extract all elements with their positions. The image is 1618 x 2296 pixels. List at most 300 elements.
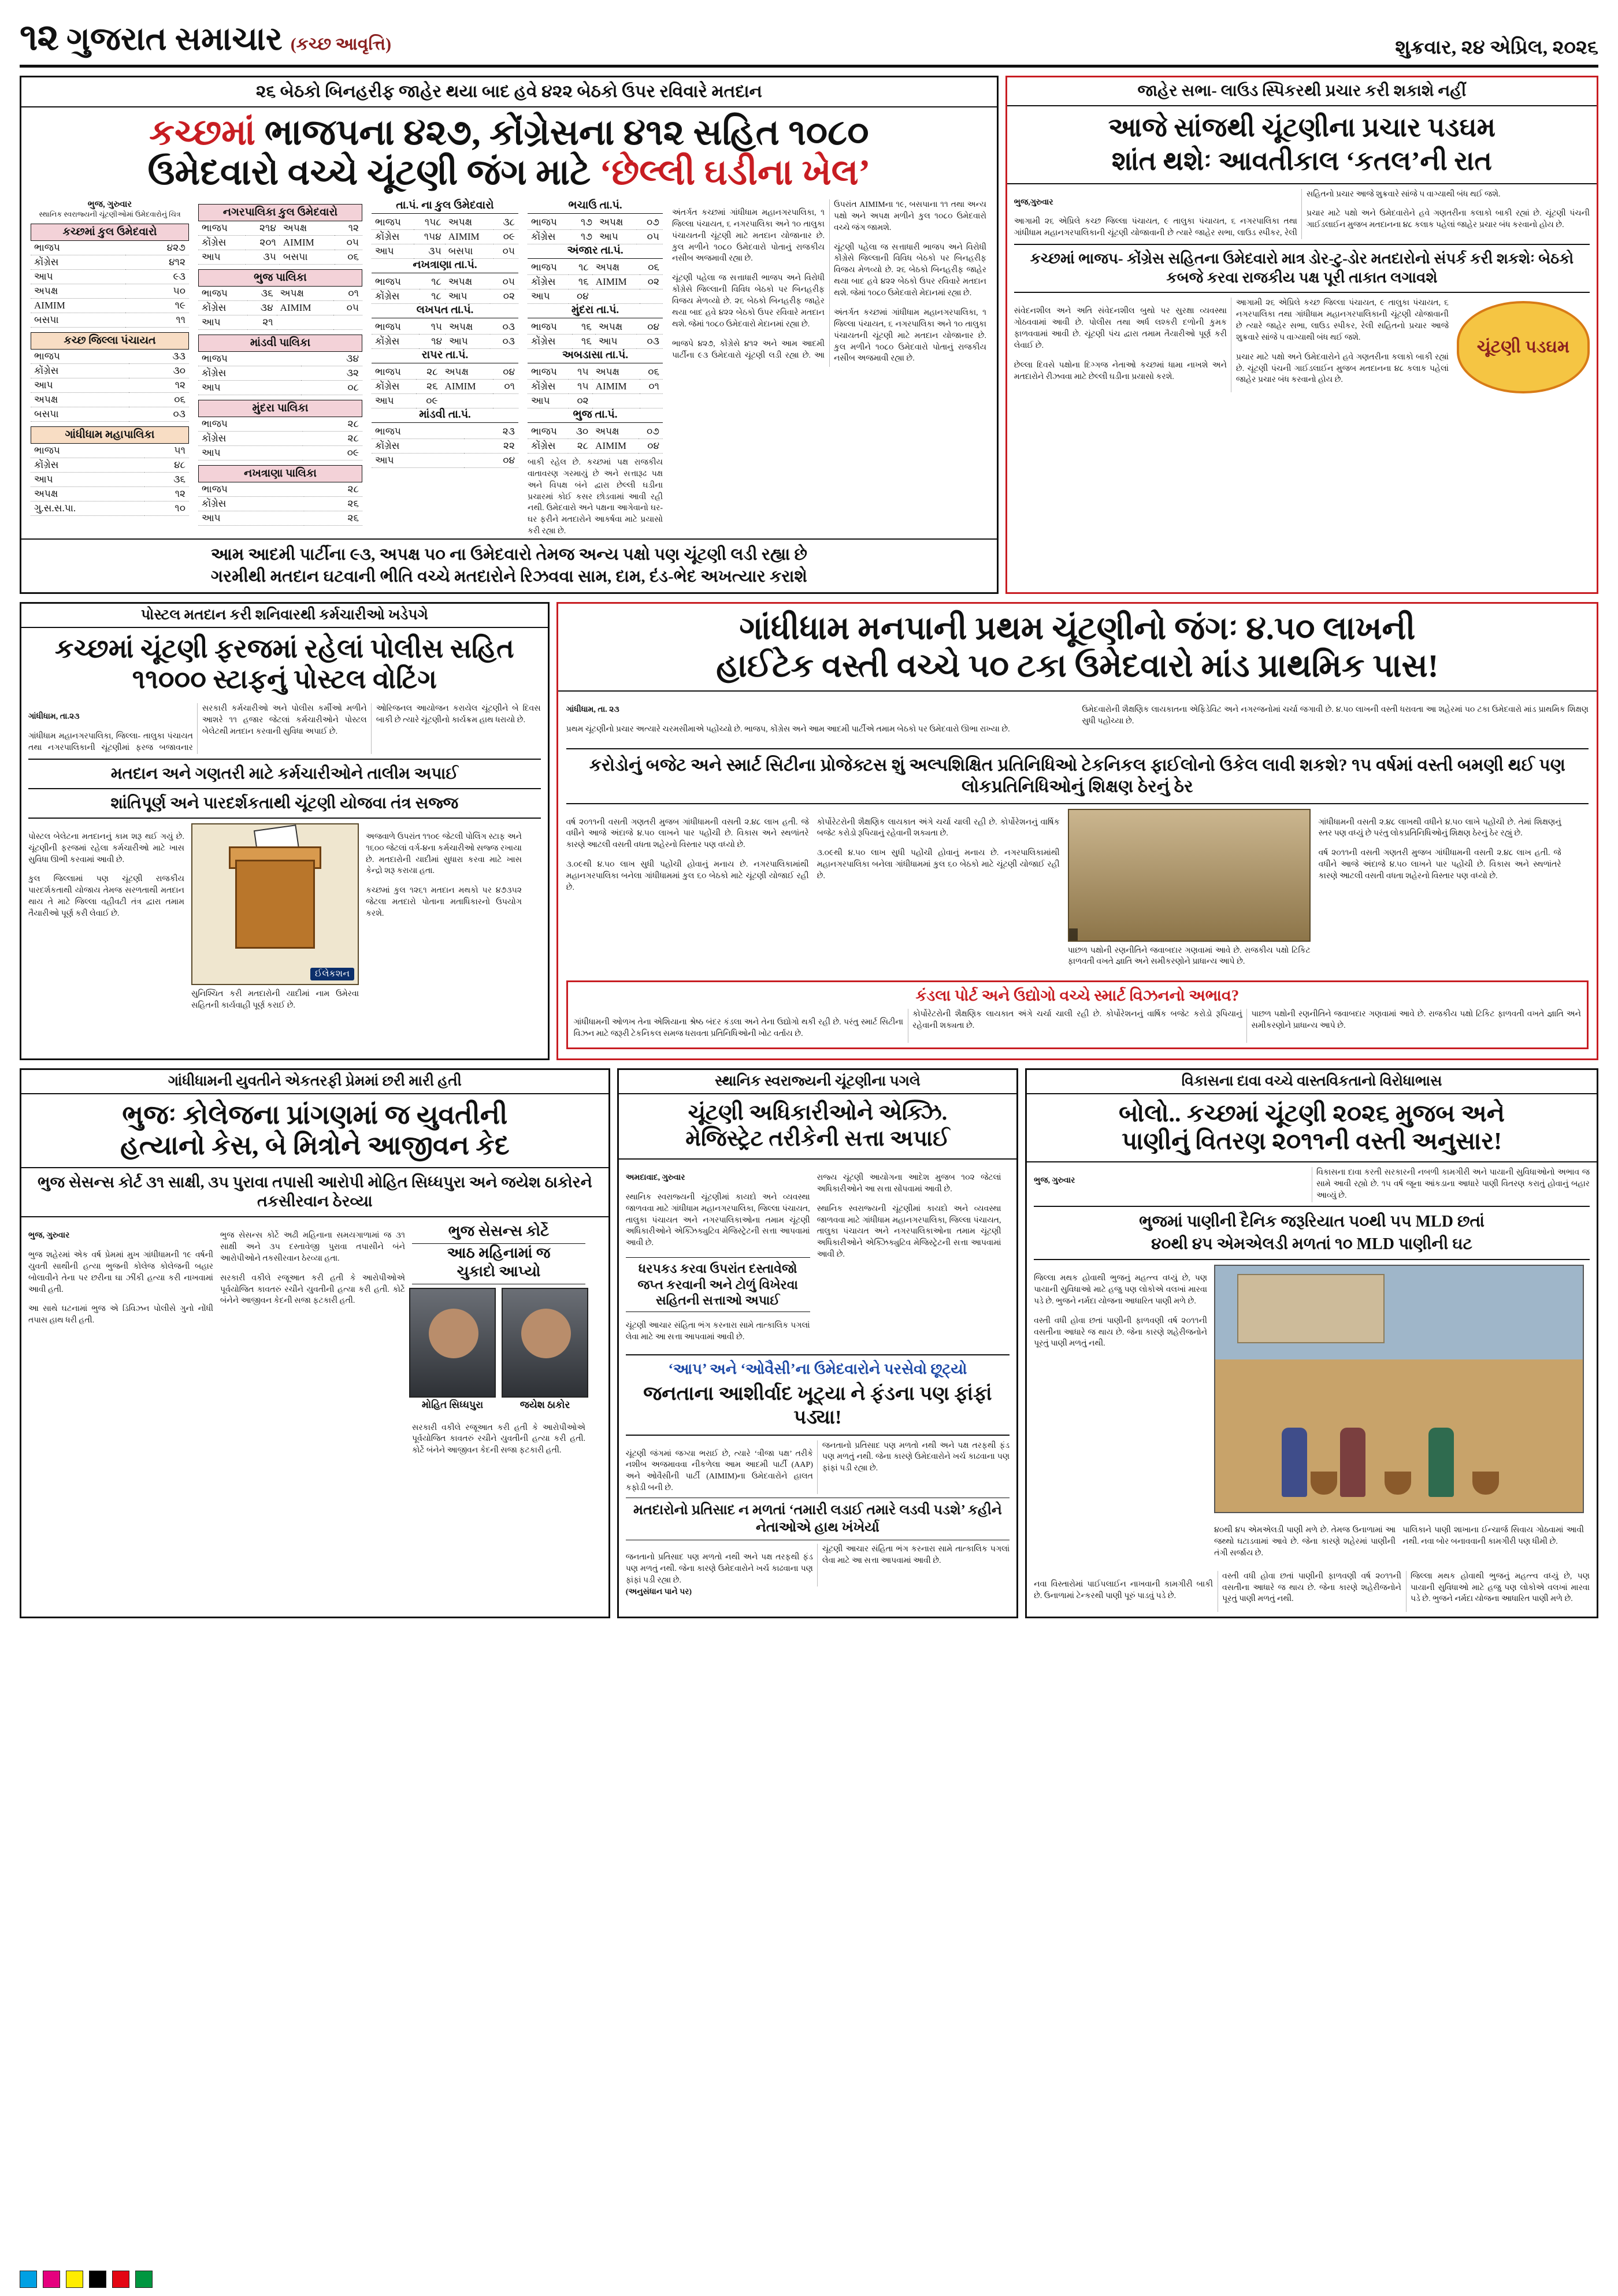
- table-row: [198, 482, 362, 497]
- table-row: [372, 365, 518, 380]
- murder-para-3: સરકારી વકીલે રજૂઆત કરી હતી કે આરોપીઓએ પૂર્વયોજિત કાવતરું રચીને યુવતીની હત્યા કરી હતી. કોર્ટે બંનેને આજીવન કેદની સજા ફટકારી હતી.: [220, 1273, 405, 1306]
- water-body-row: [1034, 1265, 1590, 1567]
- postal-text-right: [366, 823, 522, 1020]
- table-title-bhuj-tp: ભુજ તા.પં.: [528, 408, 663, 423]
- table-title-mundra-tp: મુંદરા તા.પં.: [528, 304, 663, 318]
- party-name: ભાજપ: [372, 216, 414, 230]
- mag-subhead: ધરપકડ કરવા ઉપરાંત દસ્તાવેજો જપ્ત કરવાની અને ટોળું વિખેરવા સહિતની સત્તાઓ અપાઈ: [626, 1257, 810, 1312]
- party-name-2: બસપા: [280, 250, 335, 264]
- lead-bottom-lines: [21, 538, 997, 592]
- party-count: ૨૩: [464, 425, 518, 439]
- table-row: [198, 380, 362, 395]
- party-count: ૧૮: [569, 261, 592, 275]
- party-name: આપ: [372, 244, 414, 258]
- postal-subhead-2: શાંતિપૂર્ણ અને પારદર્શકતાથી ચૂંટણી યોજવા તંત્ર સજ્જ: [28, 789, 541, 819]
- table-row: [372, 229, 518, 244]
- party-count: ૦૬: [129, 393, 189, 407]
- accused-1-photo: [409, 1288, 496, 1398]
- campaign-para-6: પ્રચાર માટે પક્ષો અને ઉમેદવારોને હવે ગણતરીના કલાકો બાકી રહ્યાં છે. ચૂંટણી પંચની ગાઈડલાઈન મુજબ મતદાનના ૪૮ કલાક પહેલાં જાહેર પ્રચાર બંધ કરવાનો હોય છે.: [1235, 352, 1449, 385]
- gd-photo-col: [1068, 809, 1311, 976]
- party-count-2: ૦૬: [640, 261, 663, 275]
- table-column-4: [523, 199, 667, 537]
- water-subhead-top: વિકાસના દાવા કરતી સરકારની નબળી કામગીરી અને પાયાની સુવિધાઓનો અભાવ જ સામે આવી રહ્યો છે. ૧૫ વર્ષ જૂના આંકડાના આધારે પાણી વિતરણ કરાતું હોવાનું બહાર આવ્યું છે.: [1316, 1168, 1590, 1201]
- water-para-5: નવા વિસ્તારોમાં પાઈપલાઈન નાખવાની કામગીરી બાકી છે. ઉનાળામાં ટેન્કરથી પાણી પૂરું પાડવું પડે છે.: [1034, 1580, 1214, 1600]
- murder-col-3: [412, 1222, 585, 1465]
- table-row: [372, 393, 518, 408]
- gd-body-1b: વર્ષ ૨૦૧૧ની વસતી ગણતરી મુજબ ગાંધીધામની વસતી ૨.૪૮ લાખ હતી. જે વધીને આજે અંદાજે ૪.૫૦ લાખને પાર પહોંચી છે. વિકાસ અને સ્થળાંતરે કારણે આટલી વસતી વધતા શહેરનો વિસ્તાર પણ વધ્યો છે.: [1318, 849, 1561, 881]
- party-name: ભાજપ: [528, 320, 572, 335]
- party-count: ૪૮: [144, 458, 189, 473]
- table-row: [198, 511, 362, 525]
- tables-intro: સ્થાનિક સ્વરાજ્યની ચૂંટણીઓમાં ઉમેદવારોનું ચિત્ર: [39, 210, 181, 218]
- postal-headline-1: કચ્છમાં ચૂંટણી ફરજમાં રહેલાં પોલીસ સહિત ૧૧૦૦૦ સ્ટાફનું પોસ્ટલ વોટિંગ: [55, 634, 514, 694]
- table-zilla-panchayat: [31, 350, 189, 422]
- table-row: [31, 270, 189, 284]
- postal-voting-story: [20, 602, 550, 1060]
- party-name: ભાજપ: [372, 320, 419, 335]
- party-count-2: ૩૮: [493, 216, 518, 230]
- table-title-mandvi-tp: માંડવી તા.પં.: [372, 408, 518, 423]
- postal-body-row: [28, 823, 541, 1020]
- mag-kicker: સ્થાનિક સ્વરાજ્યની ચૂંટણીના પગલે: [619, 1070, 1016, 1094]
- postal-para-4: કુલ જિલ્લામાં પણ ચૂંટણી રાજકીય પારદર્શકતાથી યોજાય તેમજ સરળતાથી મતદાન થાય તે માટે જિલ્લા વહીવટી તંત્ર દ્વારા તમામ તૈયારીઓ પૂર્ણ કરી લેવાઈ છે.: [28, 875, 184, 919]
- party-count: ૧૯: [125, 299, 189, 313]
- lead-headline-2: [29, 153, 989, 193]
- table-row: [528, 379, 663, 393]
- party-count: ૨૨: [464, 439, 518, 453]
- table-row: [372, 453, 518, 467]
- party-name: કોંગ્રેસ: [528, 229, 571, 244]
- color-swatch-red: [112, 2271, 129, 2288]
- water-photo-wrap: [1214, 1265, 1584, 1567]
- party-count: ૩૨: [301, 366, 362, 380]
- building-shape: [1237, 1274, 1384, 1343]
- table-bhachau-tp: [528, 216, 663, 244]
- lead-col-text-2: ચૂંટણી પહેલા જ સત્તાધારી ભાજપ અને વિરોધી કોંગ્રેસે જિલ્લાની વિવિધ બેઠકો પર બિનહરીફ વિજય મેળવ્યો છે. ૨૬ બેઠકો બિનહરીફ જાહેર થયા બાદ હવે ૪૨૨ બેઠકો ઉપર રવિવારે મતદાન થશે. જેમાં ૧૦૮૦ ઉમેદવારો મેદાનમાં રહ્યા છે.: [672, 274, 825, 329]
- table-row: [372, 379, 518, 393]
- party-name: કોંગ્રેસ: [372, 379, 416, 393]
- accused-2-photo: [502, 1288, 588, 1398]
- continuation-note: (અનુસંધાન પાને પર): [625, 1587, 692, 1596]
- table-row: [198, 235, 362, 250]
- campaign-body: [1014, 298, 1590, 392]
- color-swatch-yellow: [66, 2271, 83, 2288]
- publication-date: શુક્રવાર, ૨૪ એપ્રિલ, ૨૦૨૬: [1395, 37, 1598, 58]
- gd-body-3: કોર્પોરેટરોની શૈક્ષણિક લાયકાત અંગે ચર્ચા ચાલી રહી છે. કોર્પોરેશનનું વાર્ષિક બજેટ કરોડો રૂપિયાનું રહેવાની શક્યતા છે.: [817, 818, 1060, 838]
- party-name: આપ: [31, 473, 144, 487]
- party-name: ભાજપ: [198, 417, 303, 432]
- table-row: [31, 444, 189, 458]
- aap-para-4: ચૂંટણી જંગમાં જગ્યા ભરાઈ છે, ત્યારે ‘ત્રીજા પક્ષ’ તરીકે નશીબ અજમાવવા નીકળેલા આમ આદમી પાર્ટી (AAP) અને ઓવૈસીની પાર્ટી (AIMIM)ના ઉમેદવારોને હાલત કફોડી બની છે.: [625, 1449, 813, 1493]
- table-abdasa-tp: [528, 365, 663, 408]
- party-count: ૫૧: [144, 444, 189, 458]
- party-name-2: અપક્ષ: [445, 275, 490, 289]
- campaign-para-2: પ્રચાર માટે પક્ષો અને ઉમેદવારોને હવે ગણતરીના કલાકો બાકી રહ્યાં છે. ચૂંટણી પંચની ગાઈડલાઈન મુજબ મતદાનના ૪૮ કલાક પહેલાં જાહેર પ્રચાર બંધ કરવાનો હોય છે.: [1306, 209, 1590, 230]
- table-nagarpalika-total: [198, 221, 362, 265]
- masthead-left: [20, 16, 391, 59]
- gd-intro-left-wrap: [566, 696, 1073, 744]
- table-title-anjar-tp: અંજાર તા.પં.: [528, 244, 663, 259]
- lead-headline-highlight: કચ્છમાં: [149, 113, 256, 153]
- table-title-nagarpalika: નગરપાલિકા કુલ ઉમેદવારો: [198, 204, 362, 221]
- mag-headline-1: ચૂંટણી અધિકારીઓને એક્ઝિ.: [688, 1100, 948, 1125]
- party-name-2: અપક્ષ: [280, 221, 335, 236]
- ballot-box: [235, 860, 314, 949]
- water-para-2b: વસ્તી વધી હોવા છતાં પાણીની ફાળવણી વર્ષ ૨૦૧૧ની વસતીના આધારે જ થાય છે. જેના કારણે શહેરીજનોને પૂરતું પાણી મળતું નથી.: [1222, 1571, 1401, 1604]
- water-para-2: વસ્તી વધી હોવા છતાં પાણીની ફાળવણી વર્ષ ૨૦૧૧ની વસતીના આધારે જ થાય છે. જેના કારણે શહેરીજનોને પૂરતું પાણી મળતું નથી.: [1034, 1316, 1208, 1348]
- party-count-2: ૦૭: [639, 425, 663, 439]
- party-count-2: ૦૩: [637, 334, 663, 348]
- party-name-2: બસપા: [445, 244, 493, 258]
- party-count: ૩૪: [247, 300, 277, 315]
- gd-body-col-2: [817, 809, 1060, 976]
- party-count: ૧૬: [569, 274, 592, 289]
- water-para-4: પાલિકાને પાણી શાખાના ઈન્ચાર્જ સિવાય ગોઠવામાં આવી નથી. નવા બોર બનાવવાની કામગીરી પણ ધીમી છે.: [1402, 1526, 1584, 1546]
- table-anjar-tp: [528, 261, 663, 304]
- table-tp-total: [372, 216, 518, 259]
- murder-headline-2: હત્યાનો કેસ, બે મિત્રોને આજીવન કેદ: [21, 1131, 608, 1168]
- party-name-2: આપ: [446, 334, 490, 348]
- party-count: ૩૬: [247, 287, 277, 301]
- party-count: ૩૫: [246, 250, 280, 264]
- gd-intro-right-wrap: [1082, 696, 1589, 744]
- mag-para-1b: સ્થાનિક સ્વરાજ્યની ચૂંટણીમાં કાયદો અને વ્યવસ્થા જાળવવા માટે ગાંધીધામ મહાનગરપાલિકા, જિલ્લા પંચાયત, તાલુકા પંચાયત અને નગરપાલિકાઓના તમામ ચૂંટણી અધિકારીઓને એક્ઝિક્યુટિવ મેજિસ્ટ્રેટની સત્તા આપવામાં આવી છે.: [817, 1204, 1001, 1260]
- postal-photo-wrap: [191, 823, 359, 1020]
- party-count: ૧૧: [125, 313, 189, 328]
- gd-headline-2: હાઈટેક વસ્તી વચ્ચે ૫૦ ટકા ઉમેદવારો માંડ પ્રાથમિક પાસ!: [558, 647, 1597, 692]
- accused-2: [502, 1288, 588, 1411]
- party-name: કોંગ્રેસ: [372, 289, 420, 303]
- murder-col-2: [220, 1222, 405, 1465]
- party-name-2: AIMIM: [592, 439, 639, 453]
- party-name: આપ: [528, 393, 569, 408]
- party-name: ભાજપ: [528, 216, 571, 230]
- magistrate-story: [617, 1068, 1018, 1619]
- lead-col-text-3b: ચૂંટણી પહેલા જ સત્તાધારી ભાજપ અને વિરોધી કોંગ્રેસે જિલ્લાની વિવિધ બેઠકો પર બિનહરીફ વિજય મેળવ્યો છે. ૨૬ બેઠકો બિનહરીફ જાહેર થયા બાદ હવે ૪૨૨ બેઠકો ઉપર રવિવારે મતદાન થશે. જેમાં ૧૦૮૦ ઉમેદવારો મેદાનમાં રહ્યા છે.: [834, 243, 986, 298]
- accused-1-name: મોહિત સિધ્ધપુરા: [421, 1399, 484, 1410]
- lead-byline: ભુજ, ગુરુવાર: [87, 199, 132, 209]
- pot-shape-3: [1472, 1472, 1499, 1495]
- party-count: ૧૮: [420, 289, 445, 303]
- table-bhuj-tp: [528, 425, 663, 454]
- table-mundra-tp: [528, 320, 663, 349]
- gd-subhead: કરોડોનું બજેટ અને સ્માર્ટ સિટીના પ્રોજેક્ટસ શું અલ્પશિક્ષિત પ્રતિનિધિઓ ટેકનિકલ ફાઈલોનો ઉકેલ લાવી શકશે? ૧૫ વર્ષમાં વસ્તી બમણી થઈ પણ લોકપ્રતિનિધિઓનું શિક્ષણ ઠેરનું ઠેર: [566, 748, 1589, 804]
- party-count: ૨૮: [304, 482, 362, 497]
- table-row: [372, 216, 518, 230]
- party-count: ૨૮: [303, 431, 362, 445]
- postal-para-6: સુનિશ્ચિત કરી મતદારોની યાદીમાં નામ ઉમેરવા સહિતની કાર્યવાહી પૂર્ણ કરાઈ છે.: [191, 989, 359, 1010]
- party-name: ભાજપ: [198, 287, 247, 301]
- party-count: ૨૮: [568, 439, 592, 453]
- gd-body-5: ગાંધીધામની વસતી ૨.૪૮ લાખથી વધીને ૪.૫૦ લાખે પહોંચી છે. તેમાં શિક્ષણનું સ્તર પણ વધ્યું છે પરંતુ લોકપ્રતિનિધિઓનું શિક્ષણ ઠેરનું ઠેર રહ્યું છે.: [1318, 818, 1561, 838]
- party-count: ૧૨: [129, 378, 189, 393]
- table-gandhidham-mahapalika: [31, 444, 189, 516]
- masthead: [20, 16, 1598, 68]
- court-head-2: આઠ મહિનામાં જ: [447, 1244, 551, 1261]
- party-count: ૩૬: [144, 473, 189, 487]
- party-name: અપક્ષ: [31, 487, 144, 501]
- party-count-2: ૦૨: [490, 289, 518, 303]
- mag-para-1: સ્થાનિક સ્વરાજ્યની ચૂંટણીમાં કાયદો અને વ્યવસ્થા જાળવવા માટે ગાંધીધામ મહાનગરપાલિકા, જિલ્લા પંચાયત, તાલુકા પંચાયત અને નગરપાલિકાઓના તમામ ચૂંટણી અધિકારીઓને એક્ઝિક્યુટિવ મેજિસ્ટ્રેટની સત્તા આપવામાં આવી છે.: [625, 1192, 810, 1248]
- party-count: ૧૨: [144, 487, 189, 501]
- party-count: ૧૭: [571, 229, 596, 244]
- gd-redbox-text: [574, 1009, 1581, 1042]
- color-swatch-green: [135, 2271, 153, 2288]
- accused-1: [409, 1288, 496, 1411]
- party-name: અપક્ષ: [31, 284, 125, 299]
- table-row: [198, 431, 362, 445]
- party-count: ૨૬: [304, 496, 362, 511]
- table-row: [372, 289, 518, 303]
- party-count: ૧૫૪: [414, 229, 445, 244]
- gd-redbox-para-3: પાછળ પક્ષોની રણનીતિને જવાબદાર ગણવામાં આવે છે. રાજકીય પક્ષો ટિકિટ ફાળવતી વખતે જ્ઞાતિ અને સમીકરણોને પ્રાધાન્ય આપે છે.: [1251, 1010, 1581, 1031]
- color-swatch-black: [89, 2271, 106, 2288]
- party-count-2: ૦૩: [490, 334, 518, 348]
- table-row: [372, 275, 518, 289]
- pot-shape: [1311, 1472, 1337, 1495]
- lead-strip: ૨૬ બેઠકો બિનહરીફ જાહેર થયા બાદ હવે ૪૨૨ બેઠકો ઉપર રવિવારે મતદાન: [21, 77, 997, 107]
- party-name: કોંગ્રેસ: [528, 379, 569, 393]
- campaign-para-5: આગામી ૨૬ એપ્રિલે કચ્છ જિલ્લા પંચાયત, ૯ તાલુકા પંચાયત, ૬ નગરપાલિકા તથા ગાંધીધામ મહાનગરપાલિકાની ચૂંટણી યોજાવાની છે ત્યારે જાહેર સભા, લાઉડ સ્પીકર, રેલી સહિતનો પ્રચાર આજે શુક્રવારે સાંજે ૫ વાગ્યાથી બંધ થઈ જશે.: [1235, 299, 1449, 342]
- water-headline-1: બોલો.. કચ્છમાં ચૂંટણી ૨૦૨૬ મુજબ અને: [1119, 1100, 1505, 1127]
- water-subhead-2: ૪૦થી ૪૫ એમએલડી મળતાં ૧૦ MLD પાણીની ઘટ: [1034, 1233, 1590, 1260]
- aap-para-6: જનતાનો પ્રતિસાદ પણ મળતો નથી અને પક્ષ તરફથી ફંડ પણ મળતું નથી. જેના કારણે ઉમેદવારોને ખર્ચ કાઢવાના પણ ફાંફાં પડી રહ્યા છે.: [625, 1553, 813, 1585]
- color-swatch-magenta: [43, 2271, 60, 2288]
- party-name-2: અપક્ષ: [277, 287, 333, 301]
- lead-col-text-1: અંતર્ગત કચ્છમાં ગાંધીધામ મહાનગરપાલિકા, ૧ જિલ્લા પંચાયત, ૬ નગરપાલિકા અને ૧૦ તાલુકા પંચાયતની ચૂંટણી માટે મતદાન યોજાનાર છે. કુલ મળીને ૧૦૮૦ ઉમેદવારો પોતાનું રાજકીય નસીબ અજમાવી રહ્યા છે.: [672, 208, 825, 263]
- lead-tables-and-text: [21, 196, 997, 538]
- gd-redbox-para-2: કોર્પોરેટરોની શૈક્ષણિક લાયકાત અંગે ચર્ચા ચાલી રહી છે. કોર્પોરેશનનું વાર્ષિક બજેટ કરોડો રૂપિયાનું રહેવાની શક્યતા છે.: [912, 1010, 1242, 1031]
- third-band: [20, 1068, 1598, 1619]
- party-count: ૦૯: [303, 445, 362, 460]
- party-count: ૩૦: [568, 425, 592, 439]
- party-count: ૨૬: [416, 379, 441, 393]
- gd-redbox-title: કંડલા પોર્ટ અને ઉદ્યોગો વચ્ચે સ્માર્ટ વિઝનનો અભાવ?: [915, 987, 1240, 1005]
- mag-byline: અમદાવાદ, ગુરુવાર: [625, 1173, 685, 1182]
- party-count: ૧૬: [572, 320, 595, 335]
- party-name: બસપા: [31, 407, 129, 422]
- party-name: કોંગ્રેસ: [198, 496, 304, 511]
- party-name: આપ: [198, 315, 247, 329]
- aap-para-5: જનતાનો પ્રતિસાદ પણ મળતો નથી અને પક્ષ તરફથી ફંડ પણ મળતું નથી. જેના કારણે ઉમેદવારોને ખર્ચ કાઢવાના પણ ફાંફાં પડી રહ્યા છે.: [822, 1441, 1010, 1473]
- party-count: ૨૮: [416, 365, 441, 380]
- postal-para-1: ગાંધીધામ મહાનગરપાલિકા, જિલ્લા- તાલુકા પંચાયત તથા નગરપાલિકાની ચૂંટણીમાં ફરજ બજાવનાર સરકારી કર્મચારીઓ અને પોલીસ કર્મીઓ મળીને આશરે ૧૧ હજાર જેટલાં કર્મચારીઓને પોસ્ટલ બેલેટથી મતદાન કરવાની સુવિધા અપાઈ છે.: [28, 704, 367, 752]
- table-row: [31, 313, 189, 328]
- water-kicker: વિકાસના દાવા વચ્ચે વાસ્તવિકતાનો વિરોધાભાસ: [1027, 1070, 1597, 1094]
- table-row: [198, 250, 362, 264]
- party-count: ૧૫: [419, 320, 446, 335]
- table-nakhatrana-palika: [198, 482, 362, 526]
- table-row: [198, 496, 362, 511]
- party-count-2: ૦૧: [640, 379, 663, 393]
- murder-byline: ભુજ, ગુરુવાર: [28, 1231, 70, 1240]
- water-headline-2: પાણીનું વિતરણ ૨૦૧૧ની વસ્તી અનુસાર!: [1027, 1128, 1597, 1162]
- table-row: [31, 350, 189, 364]
- water-col-1: [1034, 1265, 1207, 1567]
- table-row: [31, 458, 189, 473]
- party-name: કોંગ્રેસ: [31, 255, 125, 270]
- table-row: [198, 221, 362, 236]
- table-row: [31, 378, 189, 393]
- table-title-rapar-tp: રાપર તા.પં.: [372, 349, 518, 363]
- party-count: ૦૪: [569, 289, 592, 303]
- gd-intro-right: ઉમેદવારોની શૈક્ષણિક લાયકાતના એફિડેવિટ અને નગરજનોમાં ચર્ચા જગાવી છે. ૪.૫૦ લાખની વસ્તી ધરાવતા આ શહેરમાં ૫૦ ટકા ઉમેદવારો માંડ પ્રાથમિક શિક્ષણ સુધી પહોંચ્યા છે.: [1082, 705, 1589, 726]
- party-name: આપ: [31, 378, 129, 393]
- party-name-2: AIMIM: [441, 379, 493, 393]
- table-title-mundra-palika: મુંદરા પાલિકા: [198, 400, 362, 417]
- table-title-nakhatrana-tp: નખત્રાણા તા.પં.: [372, 259, 518, 273]
- party-count: ૩૦: [129, 364, 189, 378]
- gd-body-4: પાછળ પક્ષોની રણનીતિને જવાબદાર ગણવામાં આવે છે. રાજકીય પક્ષો ટિકિટ ફાળવતી વખતે જ્ઞાતિ અને સમીકરણોને પ્રાધાન્ય આપે છે.: [1067, 946, 1311, 967]
- table-row: [198, 352, 362, 366]
- party-name: બસપા: [31, 313, 125, 328]
- party-count: ૧૪: [419, 334, 446, 348]
- campaign-para-4: છેલ્લા દિવસે પક્ષોના દિગ્ગજ નેતાઓ કચ્છમાં ધામા નાખશે અને મતદારોને રીઝવવા માટે છેલ્લી ઘડીના પ્રયાસો કરશે.: [1014, 361, 1227, 381]
- gd-body-1: વર્ષ ૨૦૧૧ની વસતી ગણતરી મુજબ ગાંધીધામની વસતી ૨.૪૮ લાખ હતી. જે વધીને આજે અંદાજે ૪.૫૦ લાખને પાર પહોંચી છે. વિકાસ અને સ્થળાંતરે કારણે આટલી વસતી વધતા શહેરનો વિસ્તાર પણ વધ્યો છે.: [566, 818, 809, 850]
- table-column-3: [367, 199, 523, 537]
- postal-para-2: ઓરિજનલ આયોજન કરાયેલ ચૂંટણીને બે દિવસ બાકી છે ત્યારે ચૂંટણીનો કાર્યક્રમ હાથ ધરાયો છે.: [376, 704, 541, 725]
- postal-kicker: પોસ્ટલ મતદાન કરી શનિવારથી કર્મચારીઓ ખડેપગે: [21, 604, 548, 628]
- party-count: ૦૮: [301, 380, 362, 395]
- party-name: ભાજપ: [528, 425, 568, 439]
- gandhidham-education-story: [556, 602, 1598, 1060]
- party-name: ભાજપ: [31, 350, 129, 364]
- table-title-kutch-total: કચ્છમાં કુલ ઉમેદવારો: [31, 224, 189, 241]
- court-head-3: ચુકાદો આપ્યો: [412, 1262, 585, 1284]
- campaign-headline-2: શાંત થશેઃ આવતીકાલ ‘કતલ’ની રાત: [1007, 146, 1597, 184]
- party-name: કોંગ્રેસ: [198, 235, 246, 250]
- party-count-2: ૦૩: [490, 320, 518, 335]
- party-name-2: AIMIM: [592, 379, 640, 393]
- aap-para-7: ચૂંટણી આચાર સંહિતા ભંગ કરનારા સામે તાત્કાલિક પગલાં લેવા માટે આ સત્તા આપવામાં આવી છે.: [822, 1545, 1010, 1565]
- party-count-2: ૦૫: [335, 235, 362, 250]
- table-row: [198, 300, 362, 315]
- party-name: કોંગ્રેસ: [198, 431, 303, 445]
- accused-2-name: જયેશ ઠાકોર: [519, 1399, 570, 1410]
- campaign-byline: ભુજ,ગુરુવાર: [1014, 198, 1053, 207]
- party-count-2: ૦૪: [637, 320, 663, 335]
- table-row: [372, 425, 518, 439]
- party-count-2: ૦૫: [493, 244, 518, 258]
- murder-headline-1: ભુજઃ કોલેજના પ્રાંગણમાં જ યુવતીની: [122, 1099, 508, 1130]
- gd-intro-left: પ્રથમ ચૂંટણીનો પ્રચાર અત્યારે ચરમસીમાએ પહોંચ્યો છે. ભાજપ, કોંગ્રેસ અને આમ આદમી પાર્ટીએ તમામ બેઠકો પર ઉમેદવારો ઊભા રાખ્યા છે.: [566, 725, 1010, 734]
- table-mundra-palika: [198, 417, 362, 460]
- party-name-2: AIMIM: [592, 274, 640, 289]
- party-count-2: ૦૨: [640, 274, 663, 289]
- party-name: AIMIM: [31, 299, 125, 313]
- lead-band: [20, 76, 1598, 594]
- party-count-2: ૦૪: [493, 365, 518, 380]
- party-count-2: ૦૭: [637, 216, 663, 230]
- table-column-2: [194, 199, 367, 537]
- table-row: [528, 425, 663, 439]
- mag-headline-2: મેજિસ્ટ્રેટ તરીકેની સત્તા અપાઈ: [619, 1126, 1016, 1160]
- aap-subhead-3: મતદારોનો પ્રતિસાદ ન મળતાં ‘તમારી લડાઈ તમારે લડવી પડશે’ કહીને નેતાઓએ હાથ ખંખેર્યા: [626, 1498, 1010, 1540]
- party-name: ભાજપ: [528, 261, 569, 275]
- party-name-2: અપક્ષ: [596, 216, 637, 230]
- table-row: [372, 334, 518, 348]
- party-name: કોંગ્રેસ: [372, 334, 419, 348]
- ballot-box-photo: [191, 823, 359, 985]
- lead-story: [20, 76, 999, 594]
- party-count: ૨૧: [247, 315, 277, 329]
- party-name-2: અપક્ષ: [592, 425, 639, 439]
- party-count: ૨૮: [303, 417, 362, 432]
- party-count: ૦૩: [129, 407, 189, 422]
- party-count: ૩૩: [129, 350, 189, 364]
- aap-subhead-1: ‘આપ’ અને ‘ઓવૈસી’ના ઉમેદવારોને પરસેવો છૂટ્યો: [626, 1354, 1010, 1380]
- table-bhuj-palika: [198, 287, 362, 330]
- gd-headline-1: ગાંધીધામ મનપાની પ્રથમ ચૂંટણીનો જંગઃ ૪.૫૦ લાખની: [739, 611, 1416, 647]
- table-mandvi-palika: [198, 352, 362, 395]
- party-name: ભાજપ: [372, 365, 416, 380]
- party-name-2: અપક્ષ: [592, 365, 640, 380]
- party-count-2: ૦૫: [637, 229, 663, 244]
- second-band: [20, 602, 1598, 1060]
- lead-col-text-3c: અંતર્ગત કચ્છમાં ગાંધીધામ મહાનગરપાલિકા, ૧ જિલ્લા પંચાયત, ૬ નગરપાલિકા અને ૧૦ તાલુકા પંચાયતની ચૂંટણી માટે મતદાન યોજાનાર છે. કુલ મળીને ૧૦૮૦ ઉમેદવારો પોતાનું રાજકીય નસીબ અજમાવી રહ્યા છે.: [834, 308, 986, 363]
- party-name: આપ: [198, 250, 246, 264]
- gd-body-col-4: [1319, 809, 1561, 976]
- lead-headline-1: [29, 113, 989, 153]
- campaign-subhead: કચ્છમાં ભાજપ- કોંગ્રેસ સહિતના ઉમેદવારો માત્ર ડોર-ટુ-ડોર મતદારોનો સંપર્ક કરી શકશેઃ બેઠકો કબજે કરવા રાજકીય પક્ષ પૂરી તાકાત લગાવશે: [1014, 244, 1590, 293]
- party-count: ૪૨૭: [125, 241, 189, 255]
- table-kutch-total: [31, 241, 189, 328]
- table-row: [528, 216, 663, 230]
- postal-text-left: [28, 823, 184, 1020]
- party-name-2: AIMIM: [280, 235, 335, 250]
- election-badge: ચૂંટણી પડઘમ: [1457, 301, 1590, 393]
- party-count: ૫૦: [125, 284, 189, 299]
- party-count: ૨૬: [304, 511, 362, 525]
- water-byline: ભુજ, ગુરુવાર: [1034, 1176, 1075, 1186]
- postal-para-5: અજવાળે ઉપરાંત ૧૧૦૯ જેટલી પોલિંગ સ્ટાફ અને ૧૬૦૦ જેટલાં વર્ગ-૪ના કર્મચારીઓ સજ્જ રખાયા છે. મતદારોની યાદીમાં સુધારા કરવા માટે ખાસ કેન્દ્રો શરૂ કરાયા હતા.: [366, 832, 522, 876]
- campaign-kicker: જાહેર સભા- લાઉડ સ્પિકરથી પ્રચાર કરી શકાશે નહીં: [1007, 77, 1597, 106]
- party-name: કોંગ્રેસ: [198, 300, 247, 315]
- water-collection-photo: [1214, 1265, 1584, 1513]
- party-name-2: અપક્ષ: [592, 261, 640, 275]
- table-row: [198, 315, 362, 329]
- party-count-2: ૧૨: [335, 221, 362, 236]
- cmyk-registration-left: [20, 2271, 153, 2288]
- table-title-nakhatrana-palika: નખત્રાણા પાલિકા: [198, 465, 362, 482]
- tyres-photo: [1068, 809, 1311, 942]
- table-row: [31, 473, 189, 487]
- party-count: ૦૪: [464, 453, 518, 467]
- gd-redbox-para: ગાંધીધામની ઓળખ તેના એશિયાના શ્રેષ્ઠ બંદર કંડલા અને તેના ઉદ્યોગો થકી રહી છે. પરંતુ સ્માર્ટ સિટીના વિઝન માટે જરૂરી ટેકનિકલ સમજ ધરાવતા પ્રતિનિધિઓની ખોટ વર્તાય છે.: [573, 1018, 904, 1039]
- table-rapar-tp: [372, 365, 518, 408]
- table-row: [31, 241, 189, 255]
- party-name: ભાજપ: [31, 241, 125, 255]
- table-row: [198, 287, 362, 301]
- party-name: અપક્ષ: [31, 393, 129, 407]
- table-row: [528, 274, 663, 289]
- party-count-2: ૦૪: [639, 439, 663, 453]
- party-count-2: ૦૬: [640, 365, 663, 380]
- lead-bottom-line-1: આમ આદમી પાર્ટીના ૯૩, અપક્ષ ૫૦ ના ઉમેદવારો તેમજ અન્ય પક્ષો પણ ચૂંટણી લડી રહ્યા છે: [210, 545, 807, 564]
- photo-caption-hidden: [1069, 928, 1078, 941]
- party-name: ભાજપ: [372, 425, 464, 439]
- party-count: ૧૬: [572, 334, 595, 348]
- campaign-para-1: આગામી ૨૬ એપ્રિલે કચ્છ જિલ્લા પંચાયત, ૯ તાલુકા પંચાયત, ૬ નગરપાલિકા તથા ગાંધીધામ મહાનગરપાલિકાની ચૂંટણી યોજાવાની છે ત્યારે જાહેર સભા, લાઉડ સ્પીકર, રેલી સહિતનો પ્રચાર આજે શુક્રવારે સાંજે ૫ વાગ્યાથી બંધ થઈ જશે.: [1014, 190, 1501, 238]
- accused-photos: [412, 1284, 585, 1414]
- gd-body-col-1: [566, 809, 809, 976]
- table-row: [528, 334, 663, 348]
- party-count: ૦૨: [569, 393, 592, 408]
- table-row: [528, 261, 663, 275]
- party-name-2: આપ: [595, 334, 637, 348]
- party-count: ૦૯: [416, 393, 441, 408]
- gd-body-2: ૩.૦૯થી ૪.૫૦ લાખ સુધી પહોંચી હોવાનું મનાય છે. નગરપાલિકામાંથી મહાનગરપાલિકા બનેલા ગાંધીધામમાં કુલ ૬૦ બેઠકો માટે ચૂંટણી યોજાઈ રહી છે.: [566, 860, 809, 892]
